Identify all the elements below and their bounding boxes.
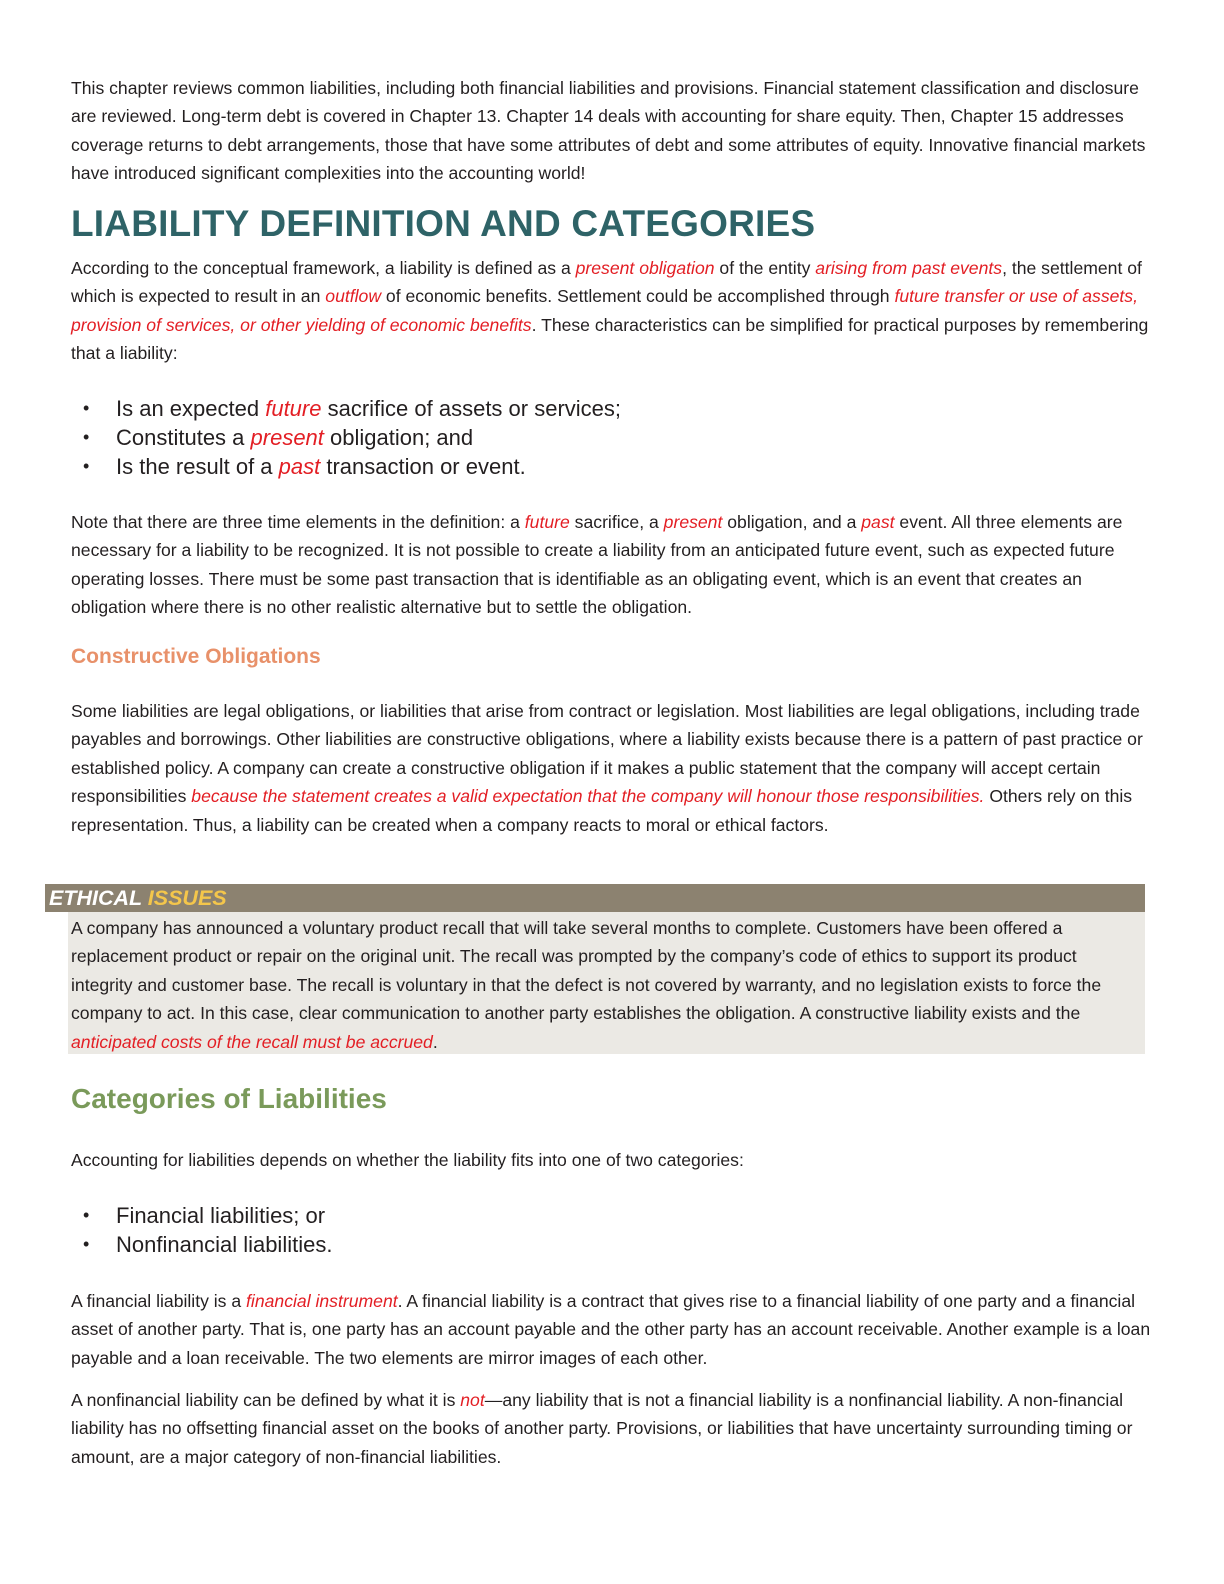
definition-text-4: of economic benefits. Settlement could be accomplished through <box>381 286 895 307</box>
bullet-icon: • <box>83 398 90 418</box>
bullet-icon: • <box>83 427 90 447</box>
emphasis-arising-from-past-events: arising from past events <box>815 258 1003 278</box>
emphasis-present-obligation: present obligation <box>575 258 715 278</box>
liability-characteristics-list <box>71 394 1151 481</box>
emphasis-outflow: outflow <box>325 286 382 307</box>
emphasis-future: future <box>524 512 570 532</box>
definition-text-5: . These characteristics can be simplified for practical purposes by remembering that a liability: <box>71 314 1149 364</box>
bullet-icon: • <box>83 456 90 476</box>
bullet-icon: • <box>83 1205 90 1225</box>
intro-paragraph: This chapter reviews common liabilities, including both financial liabilities and provisions. Financial statement classification and disclosure are reviewed. Long-term debt is covered in Chapter 13. Chapter 14 deals with accounting for share equity. Then, Chapter 15 addresses coverage returns to debt arrangements, those that have some attributes of debt and some attributes of equity. Innovative financial markets have introduced significant complexities into the accounting world! <box>71 78 1146 184</box>
emphasis-present: present <box>663 512 723 532</box>
emphasis-future: future <box>265 396 322 421</box>
definition-text-1: According to the conceptual framework, a liability is defined as a <box>71 258 576 278</box>
ethical-issues-paragraph: A company has announced a voluntary product recall that will take several months to complete. Customers have been offered a replacement product or repair on the original unit. The recall was prompted by the company’s code of ethics to support its product integrity and customer base. The recall is voluntary in that the defect is not covered by warranty, and no legislation exists to force the company to act. In this case, clear communication to another party establishes the obligation. A constructive liability exists and the anticipated costs of the recall must be accrued. <box>71 918 1102 1052</box>
list-item: • Financial liabilities; or <box>83 1203 326 1228</box>
emphasis-financial-instrument: financial instrument <box>246 1291 398 1311</box>
definition-text-3: , the settlement of which is expected to result in an <box>71 258 1142 307</box>
constructive-obligations-heading: Constructive Obligations <box>71 645 321 668</box>
financial-liability-paragraph: A financial liability is a financial instrument. A financial liability is a contract that gives rise to a financial liability of one party and a financial asset of another party. That is, one party has an account payable and the other party has an account receivable. Another example is a loan payable and a loan receivable. The two elements are mirror images of each other. <box>71 1291 1151 1368</box>
list-item: • Is the result of a past transaction or event. <box>83 454 526 479</box>
main-heading: LIABILITY DEFINITION AND CATEGORIES <box>71 203 816 244</box>
bullet-icon: • <box>83 1234 90 1254</box>
list-item: • Constitutes a present obligation; and <box>83 425 474 450</box>
categories-heading: Categories of Liabilities <box>71 1083 387 1114</box>
definition-text-2: of the entity <box>714 258 816 278</box>
categories-list <box>71 1201 1151 1259</box>
ethical-issues-banner <box>45 884 1145 912</box>
emphasis-past: past <box>861 512 895 532</box>
ethical-issues-title: ETHICAL ISSUES <box>49 886 227 910</box>
emphasis-not: not <box>460 1390 485 1410</box>
categories-intro: Accounting for liabilities depends on whether the liability fits into one of two categories: <box>71 1150 744 1170</box>
nonfinancial-liability-paragraph: A nonfinancial liability can be defined by what it is not—any liability that is not a financial liability is a nonfinancial liability. A non-financial liability has no offsetting financial asset on the books of another party. Provisions, or liabilities that have uncertainty surrounding timing or amount, are a major category of non-financial liabilities. <box>71 1390 1133 1467</box>
emphasis-future-transfer: future transfer or use of assets, provision of services, or other yielding of economic benefits <box>71 286 1138 335</box>
emphasis-valid-expectation: because the statement creates a valid expectation that the company will honour those responsibilities. <box>191 786 985 807</box>
emphasis-past: past <box>278 454 321 479</box>
constructive-paragraph: Some liabilities are legal obligations, or liabilities that arise from contract or legislation. Most liabilities are legal obligations, including trade payables and borrowings. Other liabilities are constructive obligations, where a liability exists because there is a pattern of past practice or established policy. A company can create a constructive obligation if it makes a public statement that the company will accept certain responsibilities because the statement creates a valid expectation that the company will honour those responsibilities. Others rely on this representation. Thus, a liability can be created when a company reacts to moral or ethical factors. <box>71 701 1143 835</box>
list-item: • Nonfinancial liabilities. <box>83 1232 333 1257</box>
emphasis-present: present <box>250 425 324 450</box>
definition-paragraph <box>71 254 1151 368</box>
time-elements-paragraph: Note that there are three time elements in the definition: a future sacrifice, a present obligation, and a past event. All three elements are necessary for a liability to be recognized. It is not possible to create a liability from an anticipated future event, such as expected future operating losses. There must be some past transaction that is identifiable as an obligating event, which is an event that creates an obligation where there is no other realistic alternative but to settle the obligation. <box>71 512 1123 618</box>
emphasis-recall-accrued: anticipated costs of the recall must be accrued <box>71 1031 433 1052</box>
list-item: • Is an expected future sacrifice of assets or services; <box>83 396 622 421</box>
